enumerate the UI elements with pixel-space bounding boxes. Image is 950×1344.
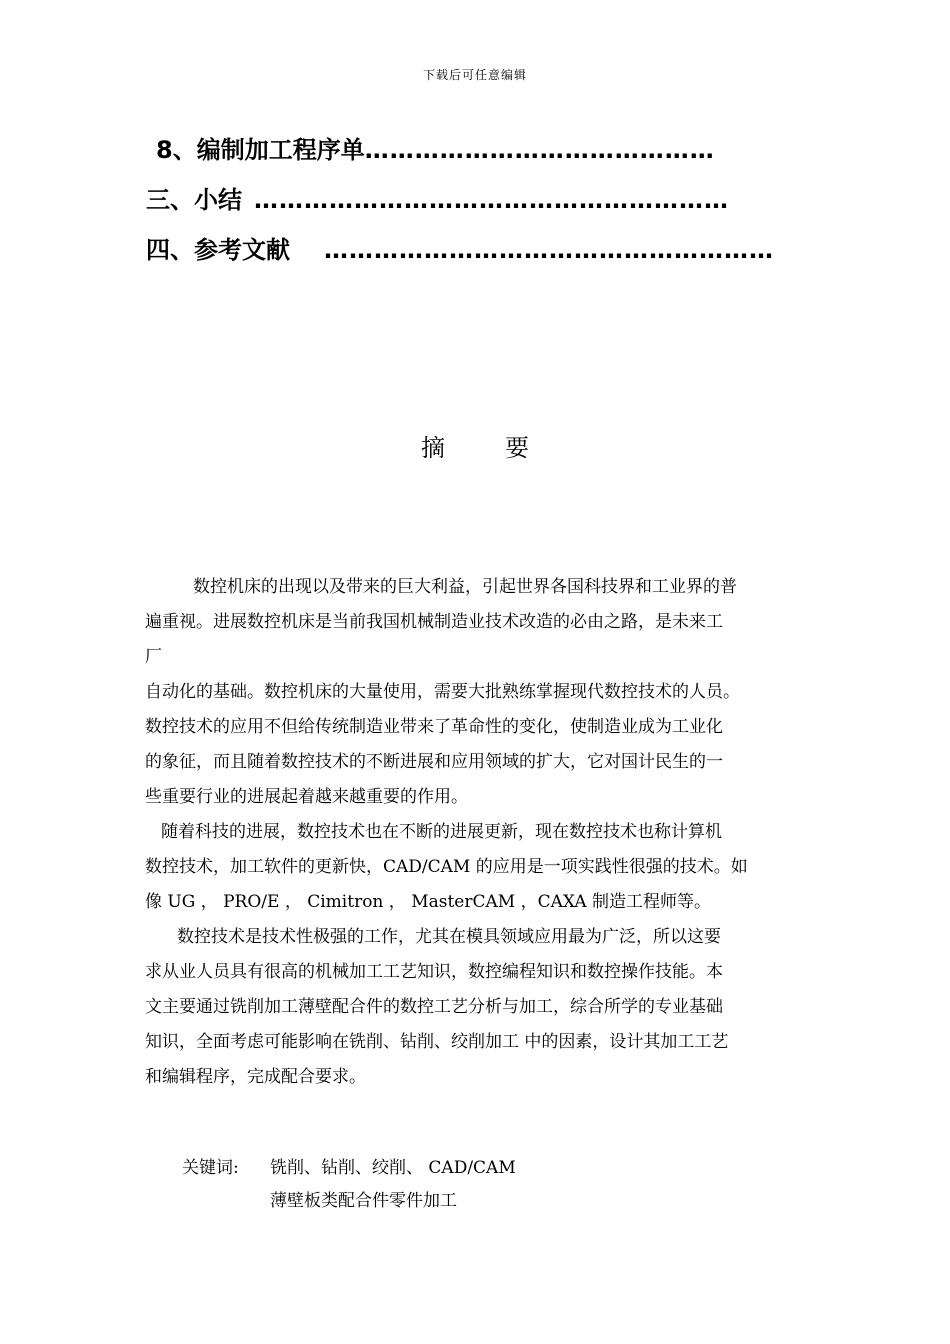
keywords-line-1 bbox=[182, 1152, 516, 1185]
toc-item-references bbox=[146, 230, 786, 280]
toc-leader-dots: ………………………………………………… bbox=[254, 186, 729, 214]
text-line: 数控技术的应用不但给传统制造业带来了革命性的变化，使制造业成为工业化 bbox=[145, 717, 723, 737]
text-line: 遍重视。进展数控机床是当前我国机械制造业技术改造的必由之路，是未来工 bbox=[145, 612, 723, 632]
abstract-heading bbox=[0, 428, 950, 463]
abstract-paragraph-1 bbox=[145, 570, 810, 815]
text-line: 数控技术是技术性极强的工作，尤其在模具领域应用最为广泛，所以这要 bbox=[177, 927, 721, 947]
abstract-paragraph-2 bbox=[145, 815, 810, 920]
text-line: 文主要通过铣削加工薄壁配合件的数控工艺分析与加工，综合所学的专业基础 bbox=[145, 997, 723, 1017]
toc-item-program-sheet bbox=[146, 130, 786, 180]
text-line: 数控机床的出现以及带来的巨大利益，引起世界各国科技界和工业界的普 bbox=[193, 577, 737, 597]
toc-item-label: 三、小结 bbox=[146, 186, 242, 214]
abstract-paragraph-3 bbox=[145, 920, 810, 1095]
page-header-note: 下载后可任意编辑 bbox=[422, 68, 527, 82]
text-line: 求从业人员具有很高的机械加工工艺知识，数控编程知识和数控操作技能。本 bbox=[145, 962, 723, 982]
toc-leader-dots: …………………………………… bbox=[364, 136, 715, 164]
text-line: 知识，全面考虑可能影响在铣削、钻削、绞削加工 中的因素，设计其加工工艺 bbox=[145, 1032, 729, 1052]
keywords-label: 关键词: bbox=[182, 1158, 239, 1178]
text-line: 些重要行业的进展起着越来越重要的作用。 bbox=[145, 787, 468, 807]
table-of-contents bbox=[146, 130, 786, 280]
text-line: 的象征，而且随着数控技术的不断进展和应用领域的扩大，它对国计民生的一 bbox=[145, 752, 723, 772]
keywords-values: 铣削、钻削、绞削、 CAD/CAM bbox=[270, 1158, 516, 1178]
text-line: 随着科技的进展，数控技术也在不断的进展更新，现在数控技术也称计算机 bbox=[161, 822, 722, 842]
abstract-body bbox=[145, 570, 810, 1095]
toc-item-summary bbox=[146, 180, 786, 230]
abstract-heading-right: 要 bbox=[505, 434, 529, 462]
toc-item-label: 四、参考文献 bbox=[146, 236, 290, 264]
keywords-block bbox=[182, 1152, 516, 1218]
text-line: 厂 bbox=[145, 647, 162, 667]
text-line: 自动化的基础。数控机床的大量使用，需要大批熟练掌握现代数控技术的人员。 bbox=[145, 682, 740, 702]
text-line: 数控技术，加工软件的更新快，CAD/CAM 的应用是一项实践性很强的技术。如 bbox=[145, 857, 748, 877]
keywords-line-2: 薄壁板类配合件零件加工 bbox=[270, 1191, 457, 1211]
toc-leader-dots: ……………………………………………… bbox=[324, 236, 774, 264]
text-line: 和编辑程序，完成配合要求。 bbox=[145, 1067, 366, 1087]
abstract-heading-left: 摘 bbox=[421, 434, 445, 462]
text-line: 像 UG ， PRO/E ， Cimitron ， MasterCAM ，CAXA 制造工程师等。 bbox=[145, 892, 712, 912]
toc-item-label: 8、编制加工程序单 bbox=[156, 136, 365, 164]
